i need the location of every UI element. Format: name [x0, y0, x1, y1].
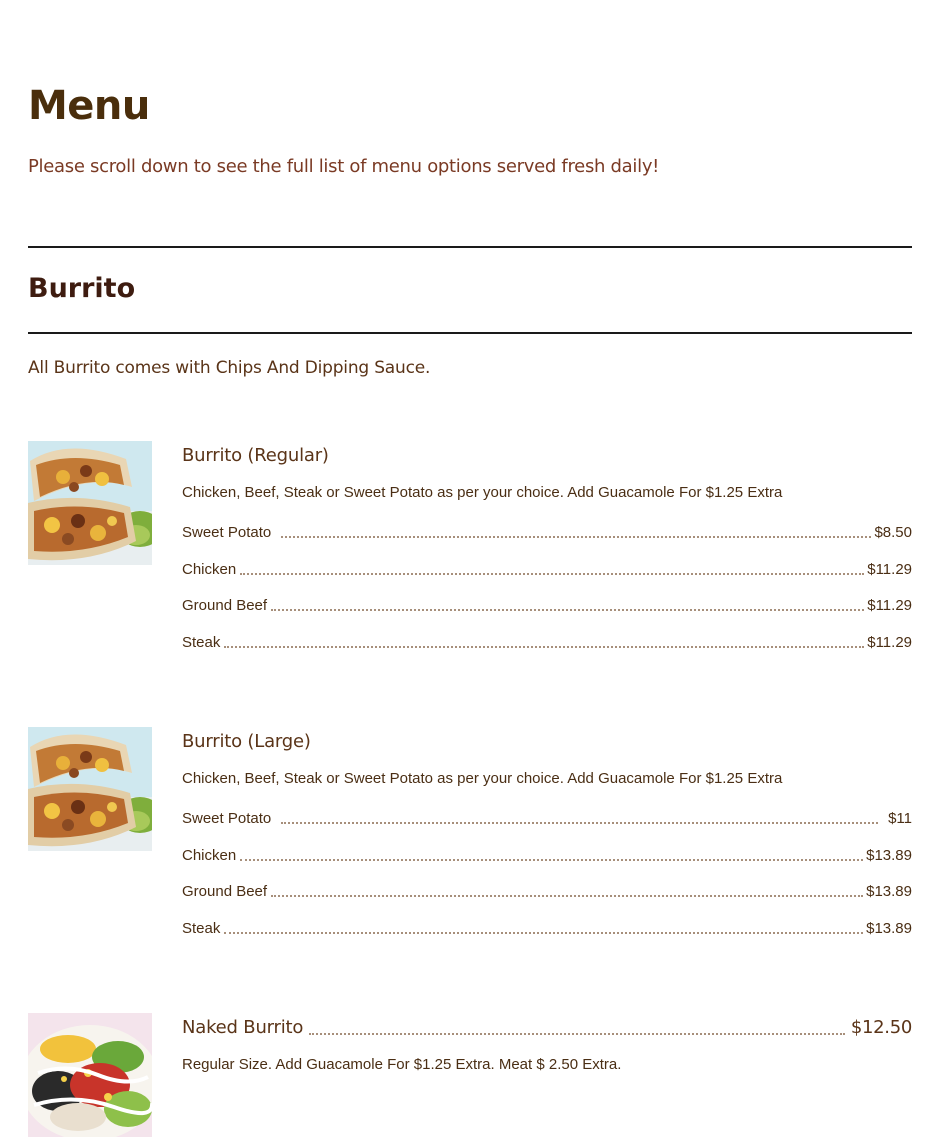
- price-option-label: Steak: [182, 634, 221, 651]
- section-title: Burrito: [28, 273, 136, 304]
- price-option: [182, 882, 912, 902]
- dot-leader: [281, 822, 878, 824]
- price-option-price: $13.89: [866, 920, 912, 937]
- dot-leader: [224, 932, 863, 934]
- price-option: [182, 846, 912, 866]
- price-option: [182, 596, 912, 616]
- price-option-price: $11: [888, 810, 912, 827]
- menu-item-name: Burrito (Regular): [182, 445, 329, 466]
- menu-item-header: [182, 727, 912, 755]
- menu-item-header: [182, 441, 912, 469]
- price-option: [182, 560, 912, 580]
- page-subtitle: Please scroll down to see the full list of menu options served fresh daily!: [28, 156, 660, 177]
- page-title: Menu: [28, 83, 150, 129]
- section-description: All Burrito comes with Chips And Dipping Sauce.: [28, 358, 431, 378]
- dot-leader: [271, 609, 864, 611]
- price-option-label: Chicken: [182, 561, 237, 578]
- menu-item-description: Chicken, Beef, Steak or Sweet Potato as per your choice. Add Guacamole For $1.25 Extra: [182, 770, 783, 787]
- menu-item-details: [182, 1013, 912, 1073]
- dot-leader: [224, 646, 864, 648]
- price-option-price: $11.29: [867, 634, 912, 651]
- price-option: [182, 919, 912, 939]
- dot-leader: [281, 536, 871, 538]
- menu-item-details: [182, 441, 912, 651]
- price-option-label: Ground Beef: [182, 883, 268, 900]
- menu-item-description: Regular Size. Add Guacamole For $1.25 Extra. Meat $ 2.50 Extra.: [182, 1056, 622, 1073]
- price-option-label: Chicken: [182, 847, 237, 864]
- section-divider-bottom: [28, 332, 912, 334]
- menu-item-header: [182, 1013, 912, 1041]
- menu-item-description: Chicken, Beef, Steak or Sweet Potato as per your choice. Add Guacamole For $1.25 Extra: [182, 484, 783, 501]
- price-option: [182, 523, 912, 543]
- menu-item-details: [182, 727, 912, 937]
- price-option-price: $13.89: [866, 847, 912, 864]
- dot-leader: [309, 1033, 845, 1035]
- price-option-price: $11.29: [867, 597, 912, 614]
- burrito-image[interactable]: [28, 441, 152, 565]
- price-option-price: $11.29: [867, 561, 912, 578]
- price-option-label: Sweet Potato: [182, 810, 272, 827]
- price-option-label: Sweet Potato: [182, 524, 272, 541]
- dot-leader: [240, 859, 863, 861]
- price-option-label: Ground Beef: [182, 597, 268, 614]
- price-option: [182, 809, 912, 829]
- price-option: [182, 633, 912, 653]
- price-option-price: $8.50: [874, 524, 912, 541]
- burrito-bowl-image[interactable]: [28, 1013, 152, 1137]
- price-option-label: Steak: [182, 920, 221, 937]
- dot-leader: [271, 895, 863, 897]
- burrito-image[interactable]: [28, 727, 152, 851]
- menu-item-name: Burrito (Large): [182, 731, 311, 752]
- menu-item-price: $12.50: [850, 1017, 912, 1038]
- section-divider-top: [28, 246, 912, 248]
- menu-item-name: Naked Burrito: [182, 1017, 304, 1038]
- dot-leader: [240, 573, 864, 575]
- price-option-price: $13.89: [866, 883, 912, 900]
